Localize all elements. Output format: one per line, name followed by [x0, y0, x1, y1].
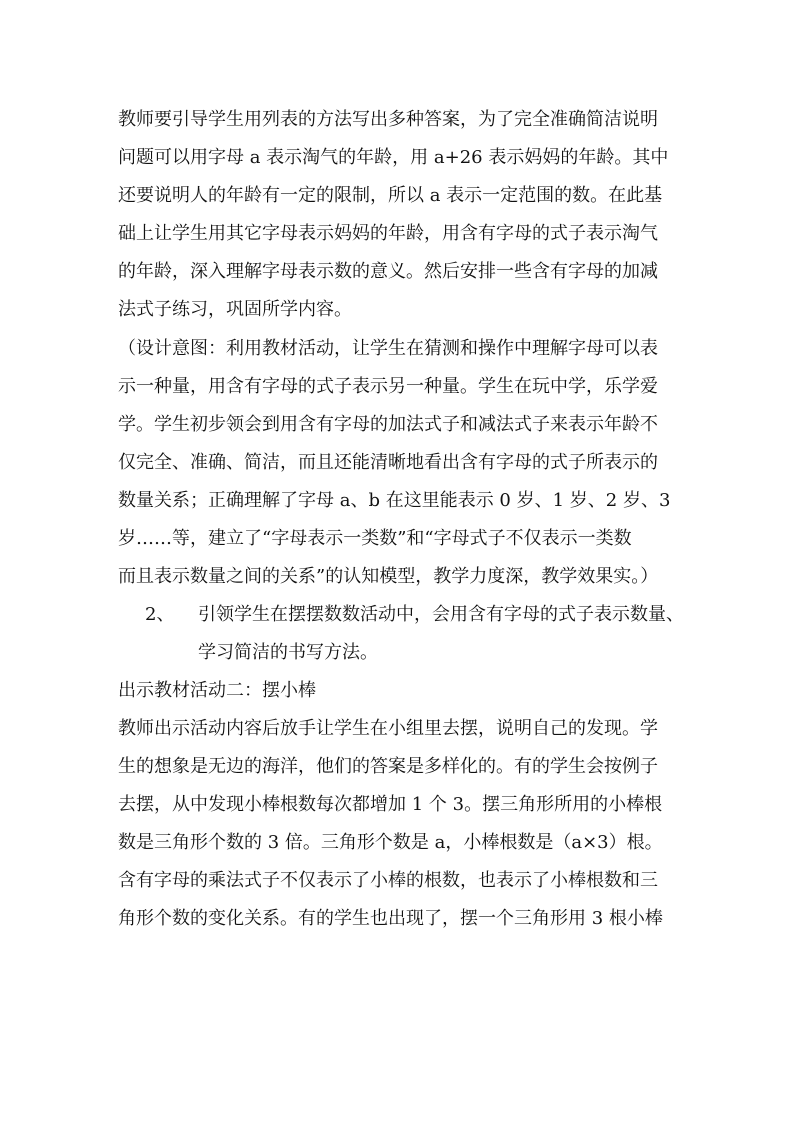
paragraph-line: 教师要引导学生用列表的方法写出多种答案，为了完全准确简洁说明: [118, 109, 658, 130]
paragraph-line: 角形个数的变化关系。有的学生也出现了，摆一个三角形用 3 根小棒: [118, 908, 663, 929]
design-intent-line: 而且表示数量之间的关系”的认知模型，教学力度深，教学效果实。）: [118, 566, 659, 587]
list-item-text: 学习简洁的书写方法。: [198, 642, 378, 663]
paragraph-line: 还要说明人的年龄有一定的限制，所以 a 表示一定范围的数。在此基: [118, 185, 663, 206]
paragraph-line: 数是三角形个数的 3 倍。三角形个数是 a，小棒根数是（a×3）根。: [118, 832, 663, 853]
activity-heading: 出示教材活动二：摆小棒: [118, 680, 316, 701]
paragraph-line: 问题可以用字母 a 表示淘气的年龄，用 a+26 表示妈妈的年龄。其中: [118, 147, 669, 168]
design-intent-line: （设计意图：利用教材活动，让学生在猜测和操作中理解字母可以表: [118, 338, 658, 359]
design-intent-line: 仅完全、准确、简洁，而且还能清晰地看出含有字母的式子所表示的: [118, 452, 658, 473]
list-item-text: 引领学生在摆摆数数活动中，会用含有字母的式子表示数量、: [198, 604, 684, 625]
design-intent-line: 数量关系；正确理解了字母 a、b 在这里能表示 0 岁、1 岁、2 岁、3: [118, 490, 671, 511]
paragraph-line: 教师出示活动内容后放手让学生在小组里去摆，说明自己的发现。学: [118, 718, 658, 739]
design-intent-line: 示一种量，用含有字母的式子表示另一种量。学生在玩中学，乐学爱: [118, 376, 658, 397]
design-intent-line: 岁……等，建立了“字母表示一类数”和“字母式子不仅表示一类数: [118, 528, 632, 549]
paragraph-line: 生的想象是无边的海洋，他们的答案是多样化的。有的学生会按例子: [118, 756, 658, 777]
paragraph-line: 的年龄，深入理解字母表示数的意义。然后安排一些含有字母的加减: [118, 261, 658, 282]
paragraph-line: 去摆，从中发现小棒根数每次都增加 1 个 3。摆三角形所用的小棒根: [118, 794, 663, 815]
design-intent-line: 学。学生初步领会到用含有字母的加法式子和减法式子来表示年龄不: [118, 414, 658, 435]
paragraph-line: 法式子练习，巩固所学内容。: [118, 299, 352, 320]
paragraph-line: 含有字母的乘法式子不仅表示了小棒的根数，也表示了小棒根数和三: [118, 870, 658, 891]
list-item-number: 2、: [145, 604, 175, 625]
paragraph-line: 础上让学生用其它字母表示妈妈的年龄，用含有字母的式子表示淘气: [118, 223, 658, 244]
